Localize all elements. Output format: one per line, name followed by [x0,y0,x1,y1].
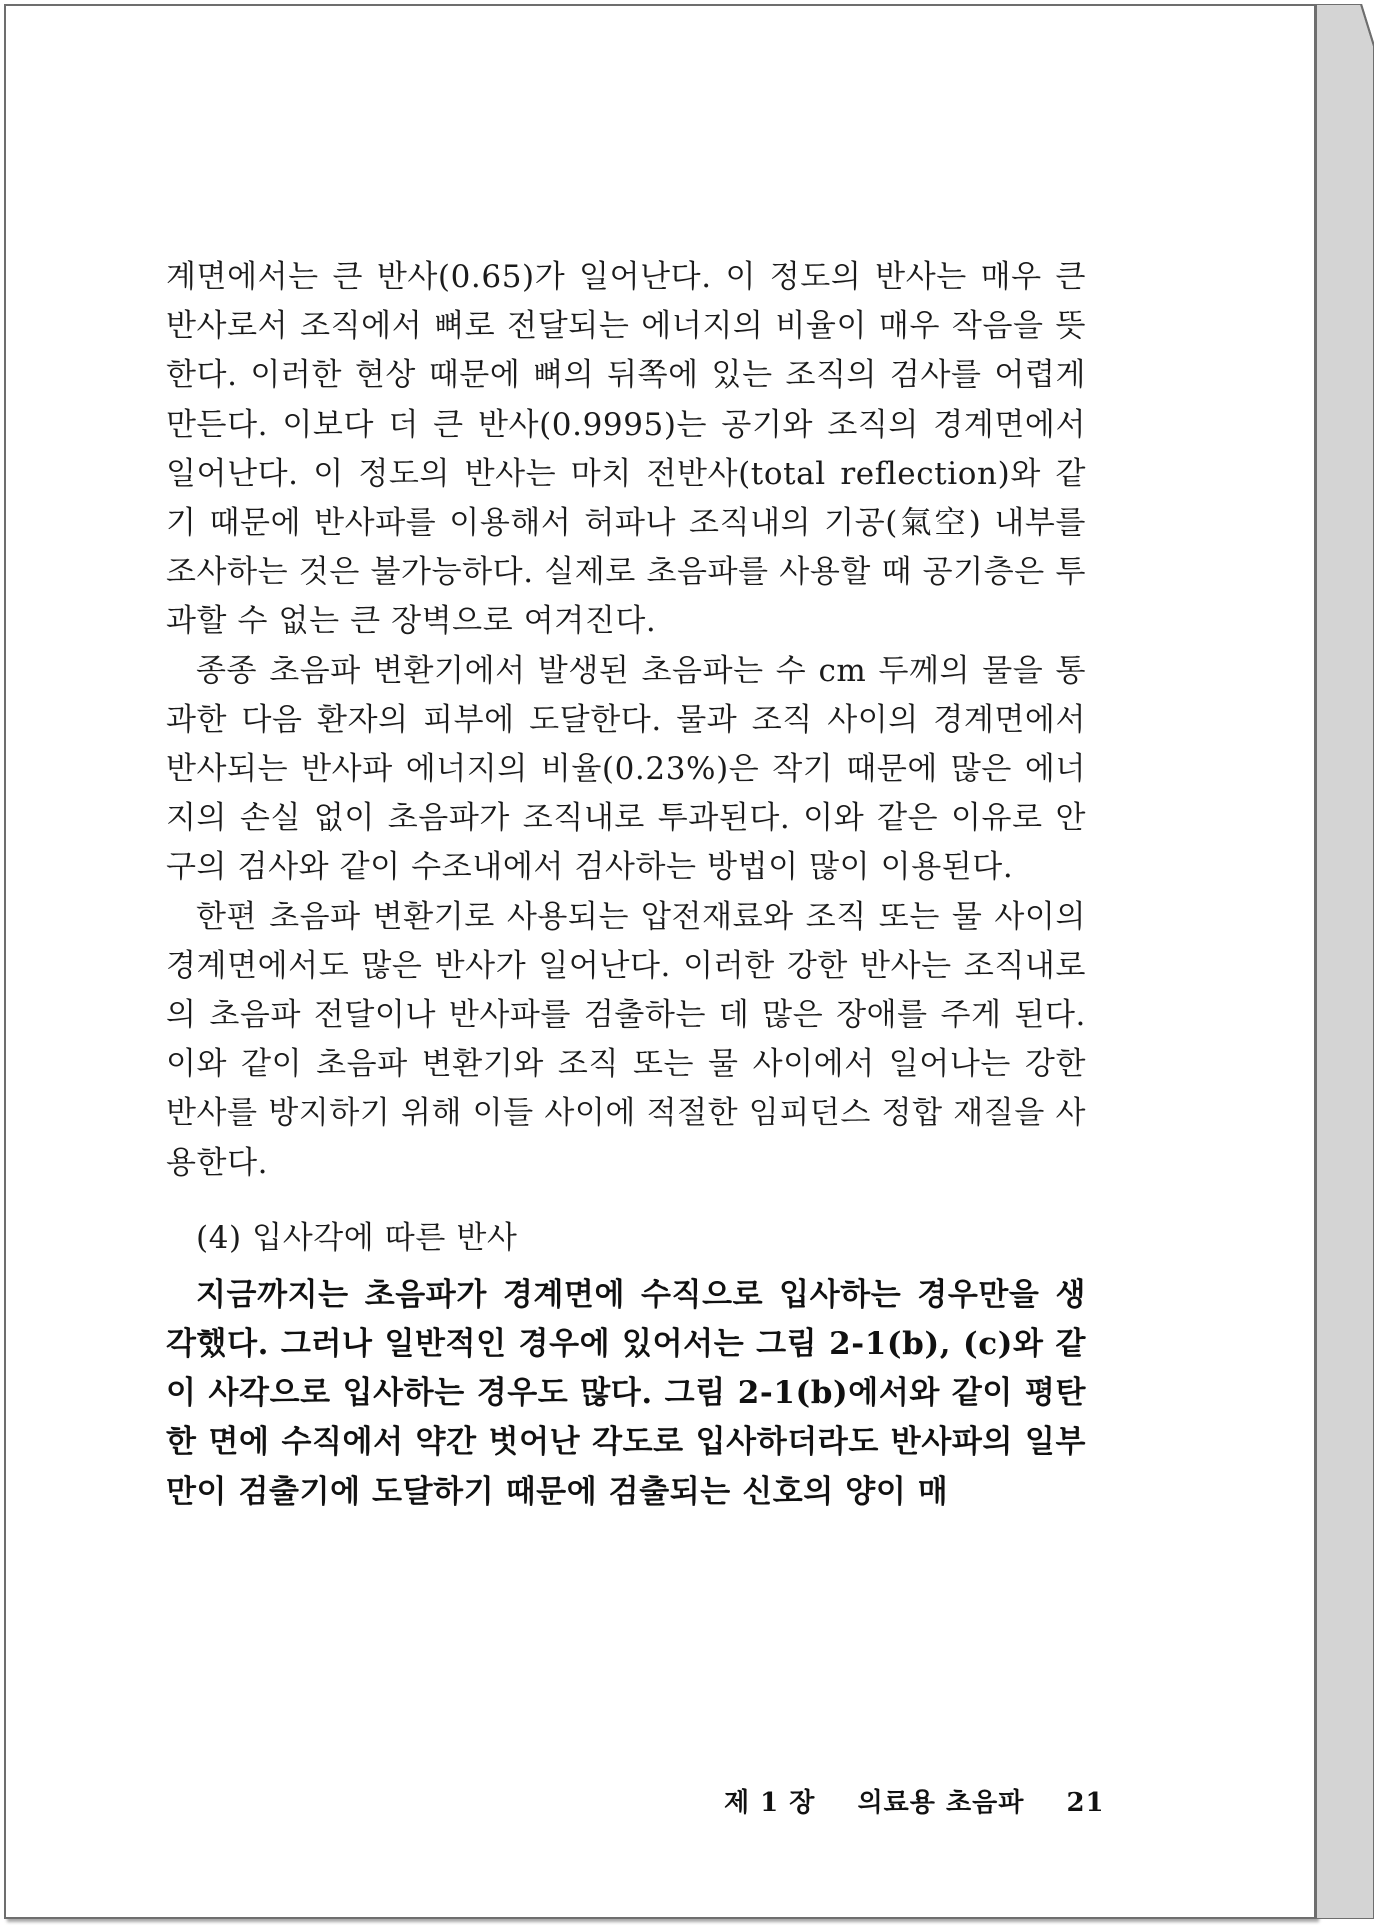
section-heading: (4) 입사각에 따른 반사 [196,1219,518,1256]
paragraph-1: 계면에서는 큰 반사(0.65)가 일어난다. 이 정도의 반사는 매우 큰 반사로서 조직에서 뼈로 전달되는 에너지의 비율이 매우 작음을 뜻한다. 이러한 현상 때문에 뼈의 뒤쪽에 있는 조직의 검사를 어렵게 만든다. 이보다 더 큰 반사(0.9995)는 공기와 조직의 경계면에서 일어난다. 이 정도의 반사는 마치 전반사(total reflection)와 같기 때문에 반사파를 이용해서 허파나 조직내의 기공(氣空) 내부를 조사하는 것은 불가능하다. 실제로 초음파를 사용할 때 공기층은 투과할 수 없는 큰 장벽으로 여겨진다. [166,259,1086,640]
running-footer [724,1782,1105,1819]
page-edge-3d [1316,4,1374,1919]
footer-chapter-title: 의료용 초음파 [857,1788,1025,1818]
paragraph-3: 한편 초음파 변환기로 사용되는 압전재료와 조직 또는 물 사이의 경계면에서도 많은 반사가 일어난다. 이러한 강한 반사는 조직내로의 초음파 전달이나 반사파를 검출하는 데 많은 장애를 주게 된다. 이와 같이 초음파 변환기와 조직 또는 물 사이에서 일어나는 강한 반사를 방지하기 위해 이들 사이에 적절한 임피던스 정합 재질을 사용한다. [166,898,1086,1181]
section-paragraph: 지금까지는 초음파가 경계면에 수직으로 입사하는 경우만을 생각했다. 그러나 일반적인 경우에 있어서는 그림 2-1(b), (c)와 같이 사각으로 입사하는 경우도 많다. 그림 2-1(b)에서와 같이 평탄한 면에 수직에서 약간 벗어난 각도로 입사하더라도 반사파의 일부만이 검출기에 도달하기 때문에 검출되는 신호의 양이 매 [166,1276,1086,1510]
body-text [166,253,1086,1517]
page-number: 21 [1066,1788,1105,1818]
footer-chapter: 제 1 장 [724,1788,816,1818]
paragraph-2: 종종 초음파 변환기에서 발생된 초음파는 수 cm 두께의 물을 통과한 다음 환자의 피부에 도달한다. 물과 조직 사이의 경계면에서 반사되는 반사파 에너지의 비율(0.23%)은 작기 때문에 많은 에너지의 손실 없이 초음파가 조직내로 투과된다. 이와 같은 이유로 안구의 검사와 같이 수조내에서 검사하는 방법이 많이 이용된다. [166,652,1086,886]
